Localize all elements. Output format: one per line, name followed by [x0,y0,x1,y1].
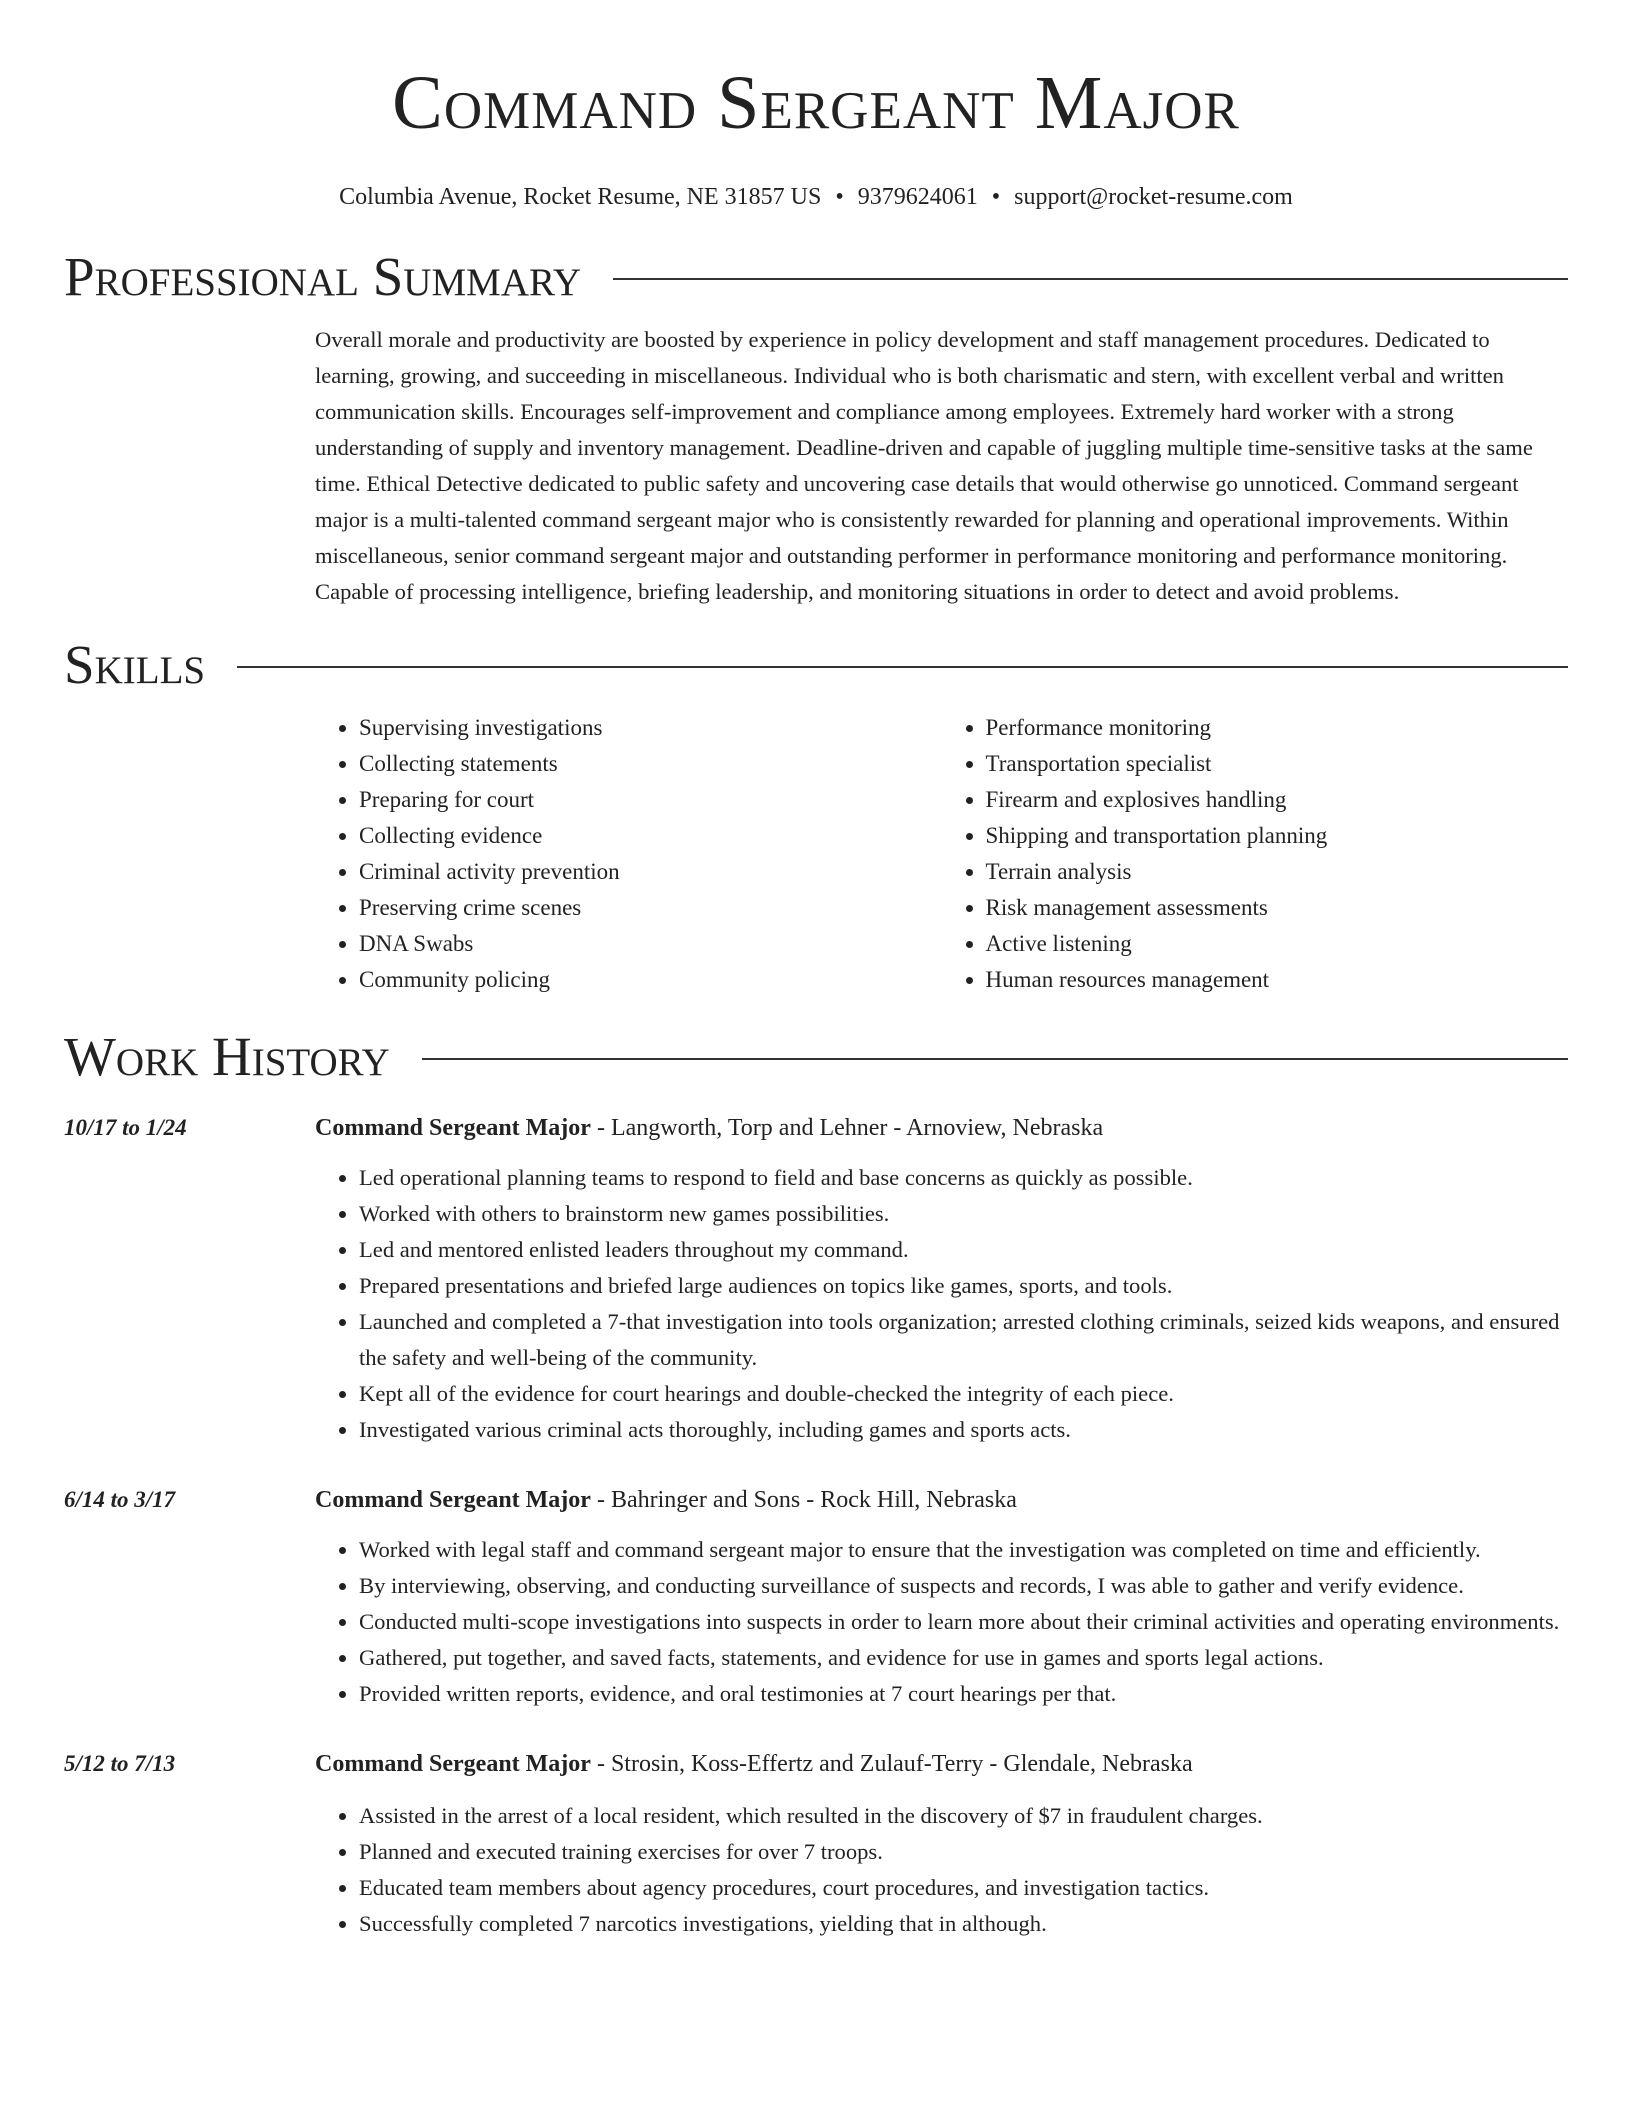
job-title: Command Sergeant Major [315,1487,591,1513]
section-divider [613,278,1568,280]
contact-separator: • [835,184,844,210]
skill-item: • Transportation specialist [986,746,1569,782]
skill-item: • Terrain analysis [986,854,1569,890]
work-section-header [64,1026,1568,1088]
contact-address: Columbia Avenue, Rocket Resume, NE 31857 US [339,184,822,210]
skill-item: • Preparing for court [359,782,942,818]
job-bullet: • Provided written reports, evidence, and oral testimonies at 7 court hearings per that. [359,1676,1568,1712]
contact-email: support@rocket-resume.com [1014,184,1293,210]
job-bullet: • Educated team members about agency procedures, court procedures, and investigation tactics. [359,1870,1568,1906]
job-bullet: • Assisted in the arrest of a local resident, which resulted in the discovery of $7 in fraudulent charges. [359,1798,1568,1834]
job-bullets [315,1160,1568,1448]
job-bullet: • Worked with others to brainstorm new games possibilities. [359,1196,1568,1232]
job-details: - Langworth, Torp and Lehner - Arnoview, Nebraska [590,1115,1104,1141]
job-bullet: • Investigated various criminal acts thoroughly, including games and sports acts. [359,1412,1568,1448]
skill-item: • Collecting evidence [359,818,942,854]
contact-line [64,182,1568,212]
job-bullet: • Prepared presentations and briefed large audiences on topics like games, sports, and tools. [359,1268,1568,1304]
job-dates: 6/14 to 3/17 [64,1487,176,1512]
skill-item: • Risk management assessments [986,890,1569,926]
work-heading: Work History [64,1026,390,1087]
contact-phone: 9379624061 [857,184,978,210]
job-title: Command Sergeant Major [315,1751,591,1777]
skill-item: • Performance monitoring [986,710,1569,746]
job-bullet: • Kept all of the evidence for court hearings and double-checked the integrity of each piece. [359,1376,1568,1412]
job-bullets [315,1798,1568,1942]
job-bullet: • Led operational planning teams to respond to field and base concerns as quickly as possible. [359,1160,1568,1196]
job-details: - Strosin, Koss-Effertz and Zulauf-Terry - Glendale, Nebraska [590,1751,1193,1777]
job-content [315,1746,1568,1942]
skill-item: • Supervising investigations [359,710,942,746]
job-entry [64,1110,1568,1448]
skill-item: • Preserving crime scenes [359,890,942,926]
resume-page [64,0,1568,1942]
job-title-line [315,1746,1568,1782]
skills-heading: Skills [64,634,206,695]
skill-item: • Community policing [359,962,942,998]
job-bullet: • By interviewing, observing, and conducting surveillance of suspects and records, I was able to gather and verify evidence. [359,1568,1568,1604]
skill-item: • Firearm and explosives handling [986,782,1569,818]
summary-section-header [64,246,1568,308]
job-bullet: • Launched and completed a 7-that investigation into tools organization; arrested clothing criminals, seized kids weapons, and ensured the safety and well-being of the community. [359,1304,1568,1376]
skills-list-left [315,710,942,998]
job-bullet: • Planned and executed training exercises for over 7 troops. [359,1834,1568,1870]
job-entry [64,1746,1568,1942]
job-content [315,1482,1568,1712]
skill-item: • Criminal activity prevention [359,854,942,890]
candidate-name: Command Sergeant Major [392,61,1240,145]
job-title-line [315,1482,1568,1518]
section-divider [422,1058,1568,1060]
job-bullet: • Worked with legal staff and command sergeant major to ensure that the investigation was completed on time and efficiently. [359,1532,1568,1568]
skill-item: • DNA Swabs [359,926,942,962]
skills-grid [315,710,1568,998]
section-divider [237,666,1568,668]
job-title: Command Sergeant Major [315,1115,591,1141]
skill-item: • Collecting statements [359,746,942,782]
job-bullet: • Successfully completed 7 narcotics investigations, yielding that in although. [359,1906,1568,1942]
summary-text: Overall morale and productivity are boosted by experience in policy development and staff management procedures. Dedicated to learning, growing, and succeeding in miscellaneous. Individual who is both charismatic and stern, with excellent verbal and written communication skills. Encourages self-improvement and compliance among employees. Extremely hard worker with a strong understanding of supply and inventory management. Deadline-driven and capable of juggling multiple time-sensitive tasks at the same time. Ethical Detective dedicated to public safety and uncovering case details that would otherwise go unnoticed. Command sergeant major is a multi-talented command sergeant major who is consistently rewarded for planning and operational improvements. Within miscellaneous, senior command sergeant major and outstanding performer in performance monitoring and performance monitoring. Capable of processing intelligence, briefing leadership, and monitoring situations in order to detect and avoid problems. [315,327,1533,604]
job-bullet: • Gathered, put together, and saved facts, statements, and evidence for use in games and sports legal actions. [359,1640,1568,1676]
summary-heading: Professional Summary [64,246,582,307]
job-bullets [315,1532,1568,1712]
job-title-line [315,1110,1568,1146]
job-bullet: • Conducted multi-scope investigations into suspects in order to learn more about their criminal activities and operating environments. [359,1604,1568,1640]
job-entry [64,1482,1568,1712]
job-content [315,1110,1568,1448]
skills-section-header [64,634,1568,696]
skill-item: • Human resources management [986,962,1569,998]
skills-list-right [942,710,1569,998]
skill-item: • Active listening [986,926,1569,962]
job-details: - Bahringer and Sons - Rock Hill, Nebraska [590,1487,1017,1513]
skill-item: • Shipping and transportation planning [986,818,1569,854]
job-dates: 5/12 to 7/13 [64,1751,176,1776]
contact-separator: • [991,184,1001,210]
job-dates: 10/17 to 1/24 [64,1115,187,1140]
job-bullet: • Led and mentored enlisted leaders throughout my command. [359,1232,1568,1268]
